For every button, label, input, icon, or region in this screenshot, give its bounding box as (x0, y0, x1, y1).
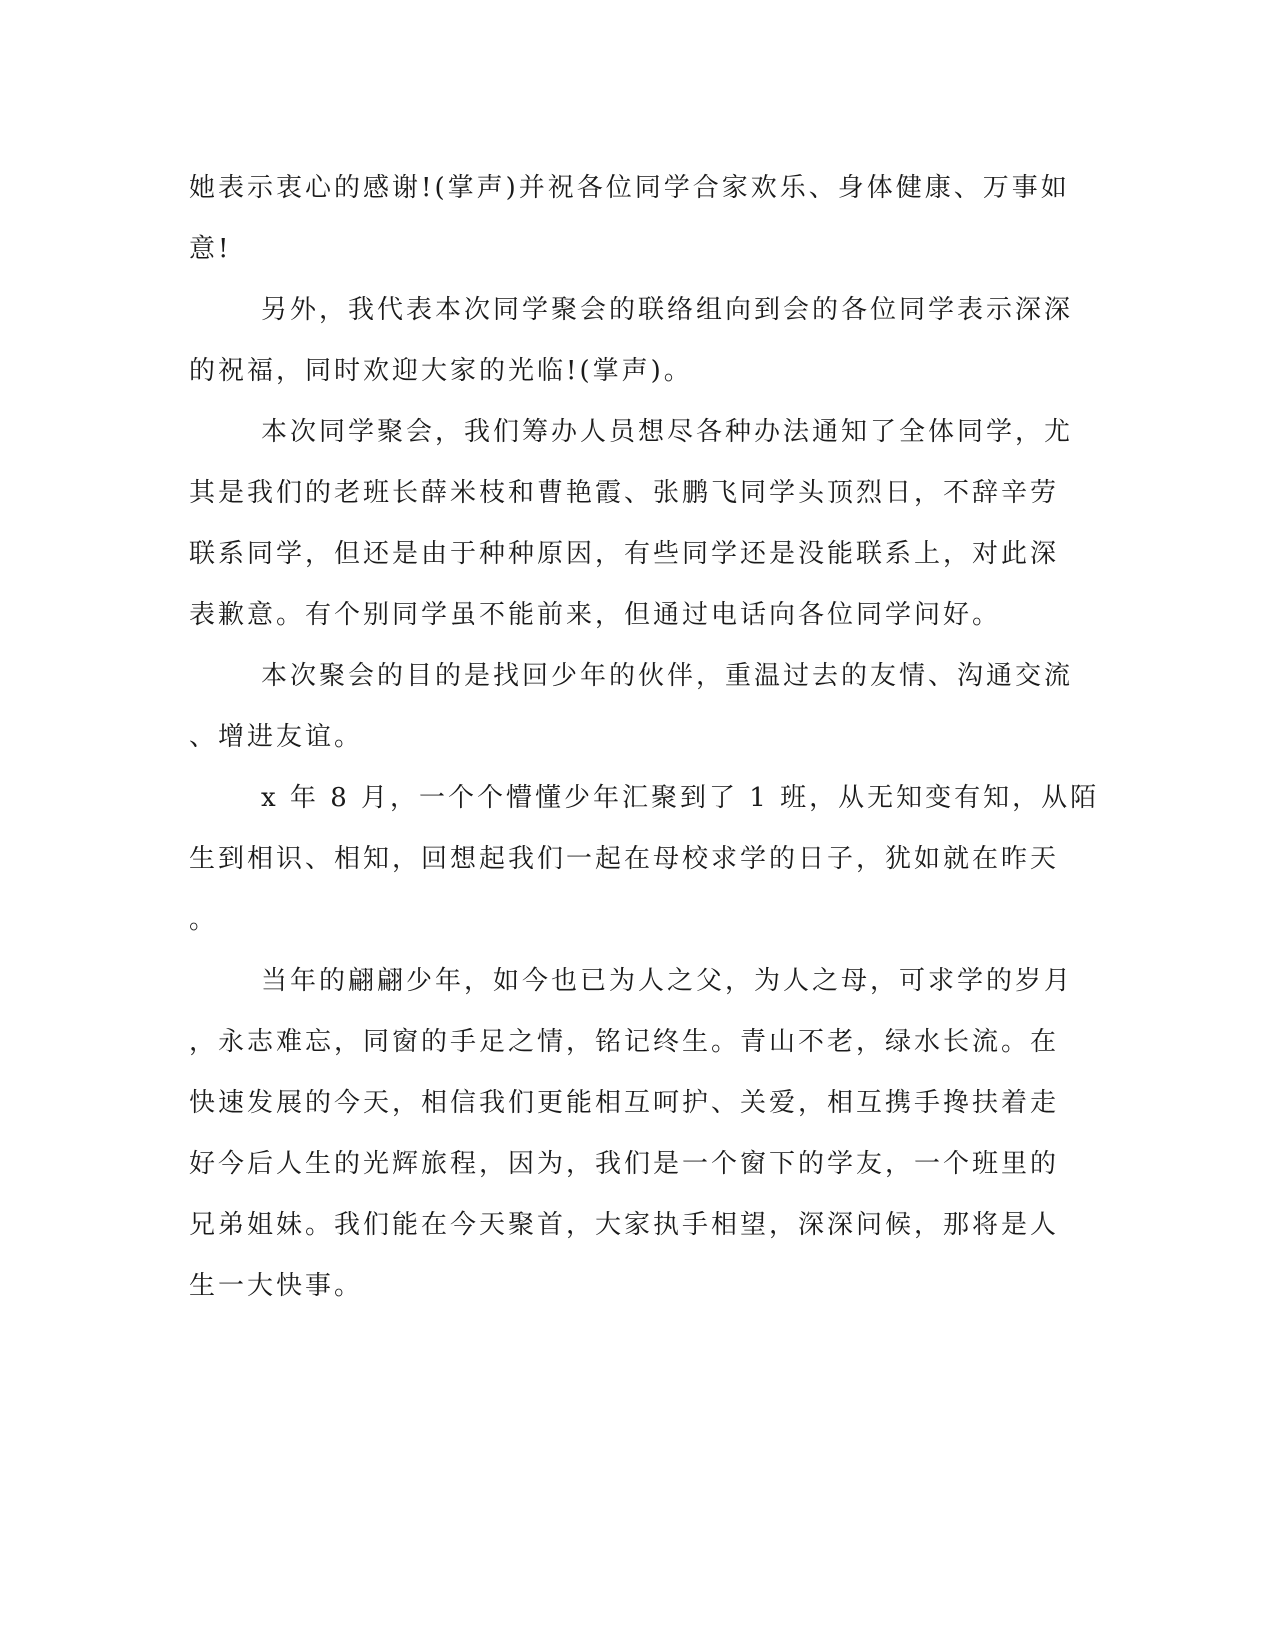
text-line: ，永志难忘，同窗的手足之情，铭记终生。青山不老，绿水长流。在 (189, 1027, 1060, 1057)
paragraph-2 (189, 280, 1074, 402)
text-line: 本次聚会的目的是找回少年的伙伴，重温过去的友情、沟通交流 (261, 661, 1074, 691)
paragraph-5 (189, 768, 1100, 951)
text-line: 、增进友谊。 (189, 722, 364, 752)
text-line: 意! (189, 234, 232, 264)
paragraph-1 (189, 158, 1069, 280)
text-line: 本次同学聚会，我们筹办人员想尽各种办法通知了全体同学，尤 (261, 417, 1074, 447)
text-line: 联系同学，但还是由于种种原因，有些同学还是没能联系上，对此深 (189, 539, 1060, 569)
text-line: 其是我们的老班长薛米枝和曹艳霞、张鹏飞同学头顶烈日，不辞辛劳 (189, 478, 1060, 508)
text-line: x 年 8 月，一个个懵懂少年汇聚到了 1 班，从无知变有知，从陌 (261, 783, 1100, 813)
text-line: 兄弟姐妹。我们能在今天聚首，大家执手相望，深深问候，那将是人 (189, 1210, 1060, 1240)
text-line: 。 (189, 905, 219, 935)
paragraph-6 (189, 951, 1074, 1317)
text-line: 生到相识、相知，回想起我们一起在母校求学的日子，犹如就在昨天 (189, 844, 1060, 874)
text-line: 另外，我代表本次同学聚会的联络组向到会的各位同学表示深深 (261, 295, 1074, 325)
text-line: 她表示衷心的感谢!(掌声)并祝各位同学合家欢乐、身体健康、万事如 (189, 173, 1070, 203)
text-line: 当年的翩翩少年，如今也已为人之父，为人之母，可求学的岁月 (261, 966, 1074, 996)
text-line: 快速发展的今天，相信我们更能相互呵护、关爱，相互携手搀扶着走 (189, 1088, 1060, 1118)
text-line: 的祝福，同时欢迎大家的光临!(掌声)。 (189, 356, 693, 386)
text-line: 表歉意。有个别同学虽不能前来，但通过电话向各位同学问好。 (189, 600, 1002, 630)
text-line: 好今后人生的光辉旅程，因为，我们是一个窗下的学友，一个班里的 (189, 1149, 1060, 1179)
paragraph-4 (189, 646, 1074, 768)
text-line: 生一大快事。 (189, 1271, 364, 1301)
paragraph-3 (189, 402, 1074, 646)
document-body (189, 158, 1100, 1317)
